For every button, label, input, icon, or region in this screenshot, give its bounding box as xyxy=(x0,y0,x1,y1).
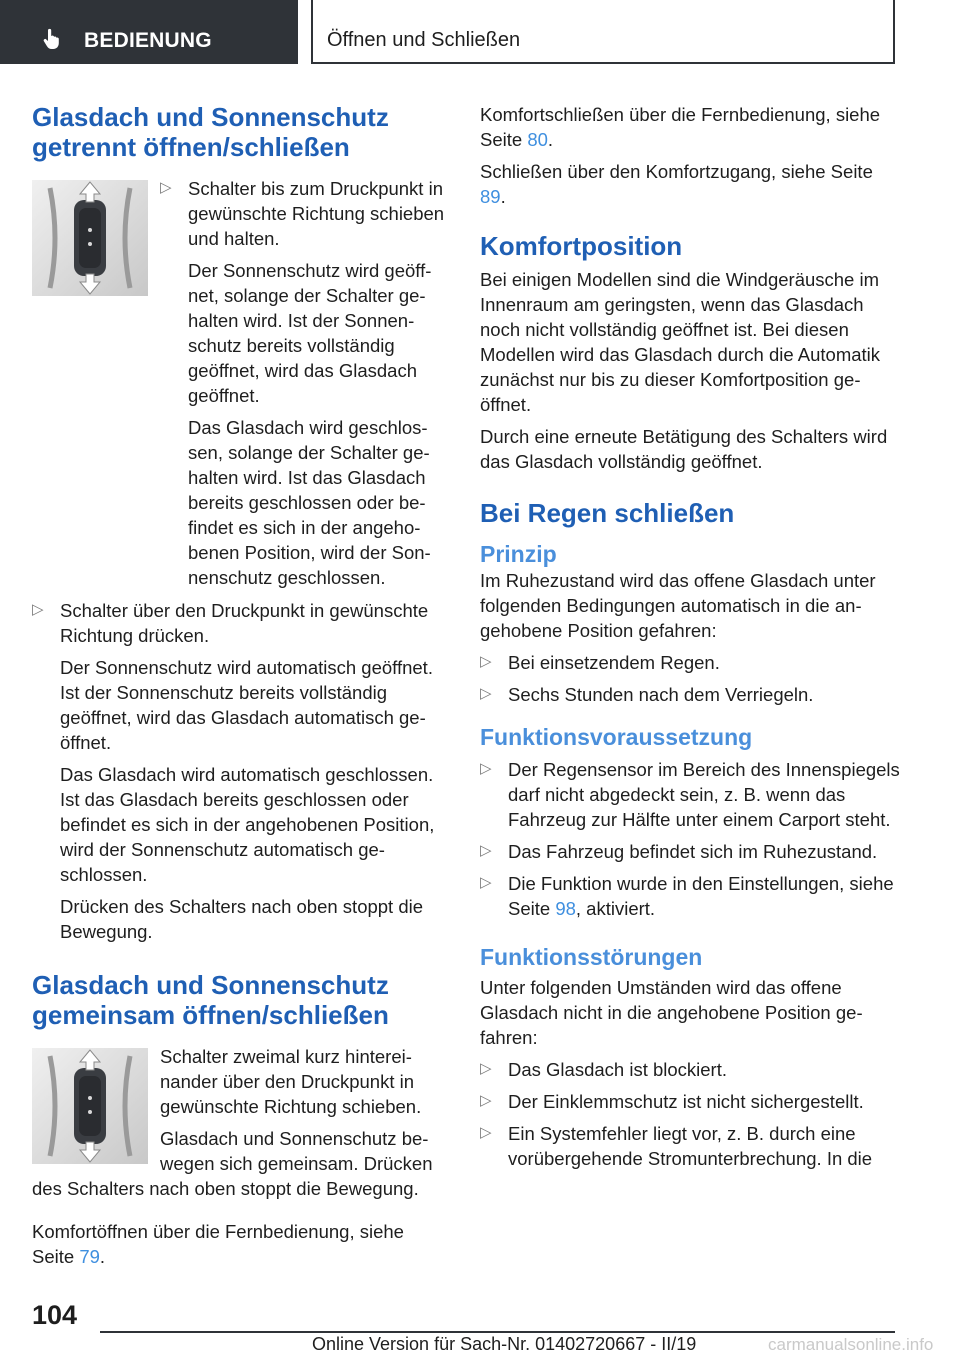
bullet-icon: ▷ xyxy=(480,1060,492,1077)
heading-prinzip: Prinzip xyxy=(480,541,557,567)
paragraph: Bei einigen Modellen sind die Windgeräusche im Innenraum am geringsten, wenn das Glasdach noch nicht vollständig geöffnet ist. Bei diesen Modellen wird das Glasdach durch die Automatik zunächst nur bis zu dieser Komfortposition geöffnet. xyxy=(480,269,881,415)
list-item xyxy=(480,650,900,675)
paragraph: Das Glasdach wird geschlossen, solange der Schalter gehalten wird. Ist das Glasdach bereits geschlossen oder befindet es sich in der angehobenen Position, wird der Sonnenschutz geschlossen. xyxy=(188,417,431,588)
page-number: 104 xyxy=(32,1300,78,1330)
page-link[interactable]: 80 xyxy=(527,129,548,150)
page-link[interactable]: 79 xyxy=(79,1246,100,1267)
header-section-tab xyxy=(0,0,298,64)
bullet-icon: ▷ xyxy=(480,653,492,670)
heading-funktionsvoraussetzung: Funktionsvoraussetzung xyxy=(480,724,753,750)
list-item xyxy=(32,598,450,944)
paragraph: Drücken des Schalters nach oben stoppt die Bewegung. xyxy=(60,896,424,942)
footer-divider xyxy=(100,1331,895,1333)
section-label: BEDIENUNG xyxy=(84,29,212,52)
chapter-title: Öffnen und Schließen xyxy=(327,29,521,51)
list-item-text: Das Fahrzeug befindet sich im Ruhezustand. xyxy=(508,841,878,862)
list-item xyxy=(480,1057,900,1082)
paragraph: Schalter zweimal kurz hintereinander über den Druckpunkt in gewünschte Richtung schieben. xyxy=(160,1046,422,1117)
list-item xyxy=(480,839,900,864)
heading-separate: Glasdach und Sonnenschutz getrennt öffnen/schließen xyxy=(32,102,389,162)
paragraph: Der Sonnenschutz wird automatisch geöffnet. Ist der Sonnenschutz bereits vollständig geöffnet, wird das Glasdach automatisch geöffnet. xyxy=(60,657,433,753)
header-chapter xyxy=(311,0,895,64)
paragraph: Glasdach und Sonnenschutz bewegen sich gemeinsam. Drücken des Schalters nach oben stoppt die Bewegung. xyxy=(32,1128,433,1199)
heading-komfortposition: Komfortposition xyxy=(480,231,683,261)
list-item-text: Schalter bis zum Druckpunkt in gewünschte Richtung schieben und halten. xyxy=(188,178,445,249)
bullet-icon: ▷ xyxy=(480,685,492,702)
watermark: carmanualsonline.info xyxy=(768,1335,934,1354)
list-item-text: Die Funktion wurde in den Einstellungen, siehe Seite 98, aktiviert. xyxy=(508,873,894,919)
list-item-text: Das Glasdach ist blockiert. xyxy=(508,1059,728,1080)
heading-regen: Bei Regen schließen xyxy=(480,498,735,528)
bullet-icon: ▷ xyxy=(480,1124,492,1141)
page-link[interactable]: 89 xyxy=(480,186,501,207)
hand-pointer-icon xyxy=(40,27,64,51)
heading-together: Glasdach und Sonnenschutz gemeinsam öffnen/schließen xyxy=(32,970,389,1030)
bullet-icon: ▷ xyxy=(480,842,492,859)
paragraph: Der Sonnenschutz wird geöffnet, solange der Schalter gehalten wird. Ist der Sonnenschutz bereits vollständig geöffnet, wird das Glasdach geöffnet. xyxy=(188,260,432,406)
list-item-text: Bei einsetzendem Regen. xyxy=(508,652,720,673)
list-item-text: Der Regensensor im Bereich des Innenspiegels darf nicht abgedeckt sein, z. B. wenn das Fahrzeug zur Hälfte unter einem Carport steht. xyxy=(508,759,900,830)
right-column xyxy=(480,102,900,1171)
bullet-icon: ▷ xyxy=(32,601,44,618)
paragraph: Im Ruhezustand wird das offene Glasdach unter folgenden Bedingungen automatisch in die angehobene Position gefahren: xyxy=(480,570,876,641)
paragraph: Unter folgenden Umständen wird das offene Glasdach nicht in die angehobene Position gefahren: xyxy=(480,977,863,1048)
switch-illustration xyxy=(32,180,148,296)
list-item-text: Ein Systemfehler liegt vor, z. B. durch eine vorübergehende Stromunterbrechung. In die xyxy=(508,1123,873,1169)
list-item xyxy=(480,1121,900,1171)
paragraph: Komfortschließen über die Fernbedienung, siehe Seite 80. xyxy=(480,104,881,150)
footer-text: Online Version für Sach-Nr. 01402720667 - II/19 xyxy=(312,1334,697,1354)
list-item xyxy=(480,682,900,707)
paragraph: Durch eine erneute Betätigung des Schalters wird das Glasdach vollständig geöffnet. xyxy=(480,426,888,472)
bullet-icon: ▷ xyxy=(160,179,172,196)
page-link[interactable]: 98 xyxy=(555,898,576,919)
switch-illustration xyxy=(32,1048,148,1164)
list-item-text: Der Einklemmschutz ist nicht sichergestellt. xyxy=(508,1091,864,1112)
list-item-text: Schalter über den Druckpunkt in gewünschte Richtung drücken. xyxy=(60,600,429,646)
list-item xyxy=(480,1089,900,1114)
list-item xyxy=(480,871,900,921)
heading-funktionsstoerungen: Funktionsstörungen xyxy=(480,944,703,970)
list-item xyxy=(160,176,450,590)
paragraph: Das Glasdach wird automatisch geschlossen. Ist das Glasdach bereits geschlossen oder befindet es sich in der angehobenen Position, wird der Sonnenschutz automatisch geschlossen. xyxy=(60,764,435,885)
paragraph: Schließen über den Komfortzugang, siehe Seite 89. xyxy=(480,161,873,207)
paragraph: Komfortöffnen über die Fernbedienung, siehe Seite 79. xyxy=(32,1221,404,1267)
list-item xyxy=(480,757,900,832)
list-item-text: Sechs Stunden nach dem Verriegeln. xyxy=(508,684,814,705)
bullet-icon: ▷ xyxy=(480,1092,492,1109)
left-column xyxy=(32,102,450,1269)
bullet-icon: ▷ xyxy=(480,760,492,777)
bullet-icon: ▷ xyxy=(480,874,492,891)
